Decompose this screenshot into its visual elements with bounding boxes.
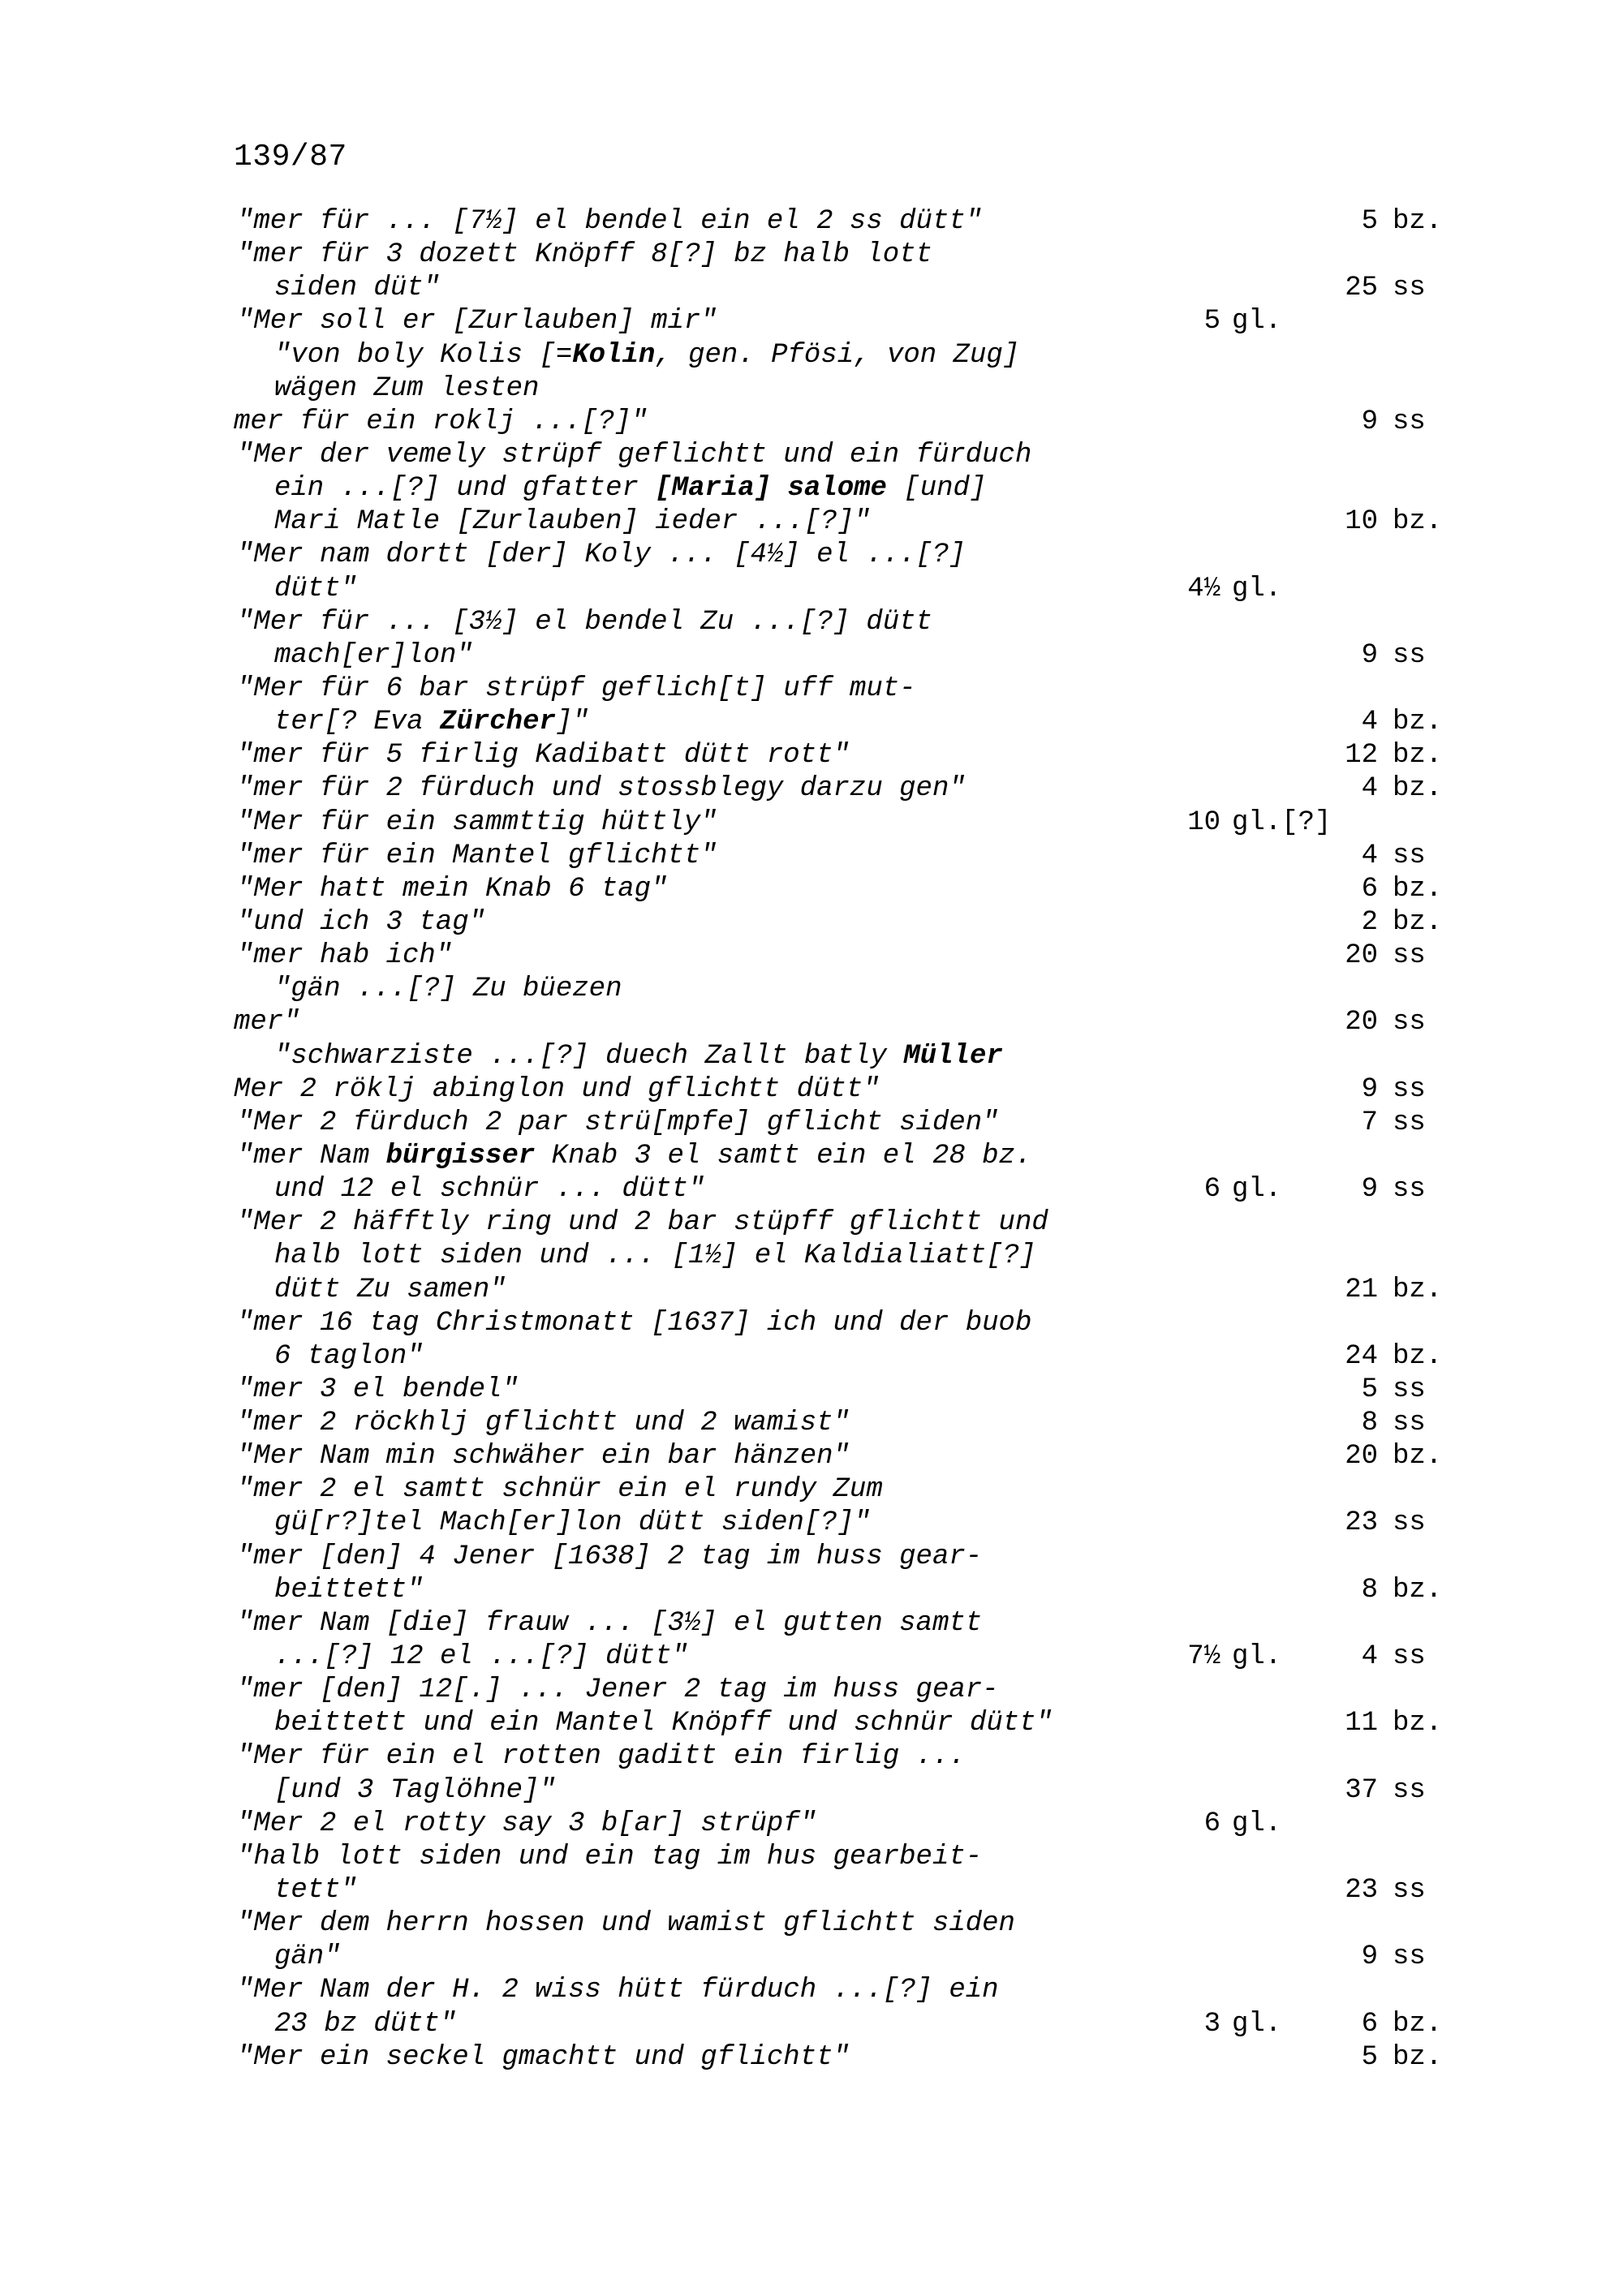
amount [1315,1507,1426,1540]
ledger-line [0,1574,1623,1607]
ledger-line [0,1407,1623,1440]
gulden-value: 5 [1203,306,1220,338]
amount-value: 23 [1345,1507,1378,1539]
gulden-value: 6 [1203,1808,1220,1839]
amount-unit: ss [1393,1374,1426,1405]
amount-unit: bz. [1393,1340,1443,1372]
ledger-line [0,939,1623,973]
entry-text: 23 bz dütt" [274,2008,457,2040]
entry-text: "Mer der vemely strüpf geflichtt und ein fürduch [237,439,1032,471]
entry-text: beittett" [274,1574,424,1606]
amount [1315,1407,1426,1440]
entry-text: "Mer nam dortt [der] Koly ... [4½] el ...[?] [237,540,966,571]
amount-unit: bz. [1393,707,1443,738]
amount-value: 25 [1345,273,1378,304]
gulden-amount [1162,573,1281,606]
ledger-line [0,472,1623,505]
entry-text: [und 3 Taglöhne]" [274,1774,556,1806]
amount-value: 6 [1361,2008,1378,2040]
gulden-amount [1162,1173,1281,1206]
ledger-line [0,1640,1623,1674]
ledger-line [0,1107,1623,1140]
ledger-line [0,772,1623,806]
entry-text: "Mer ein seckel gmachtt und gflichtt" [237,2041,850,2073]
gulden-unit: gl. [1232,1641,1282,1673]
ledger-line [0,539,1623,572]
ledger-line [0,673,1623,706]
ledger-line [0,1841,1623,1874]
amount [1315,1774,1426,1808]
amount-value: 2 [1361,906,1378,938]
entry-text: "Mer 2 fürduch 2 par strü[mpfe] gflicht siden" [237,1107,999,1138]
amount-value: 24 [1345,1340,1378,1372]
entry-text: "mer [den] 4 Jener [1638] 2 tag im huss gear- [237,1541,983,1572]
ledger-line [0,1907,1623,1941]
amount [1315,1374,1426,1407]
entry-text: "mer 2 röckhlj gflichtt und 2 wamist" [237,1408,850,1439]
ledger-line [0,505,1623,539]
ledger-entries [0,205,1623,2075]
amount-unit: bz. [1393,1708,1443,1739]
ledger-line [0,1808,1623,1841]
amount-unit: ss [1393,1408,1426,1439]
amount-unit: bz. [1393,2008,1443,2040]
entry-text: "Mer für ... [3½] el bendel Zu ...[?] dütt [237,606,932,638]
amount [1315,706,1442,739]
amount-value: 9 [1361,1174,1378,1206]
amount-value: 20 [1345,1007,1378,1038]
entry-text: "und ich 3 tag" [237,906,486,938]
entry-text: "mer Nam bürgisser Knab 3 el samtt ein el 28 bz. [237,1140,1032,1172]
ledger-line [0,406,1623,439]
amount-unit: ss [1393,639,1426,671]
amount [1315,1006,1426,1039]
entry-text: mer" [234,1007,300,1038]
entry-text: "schwarziste ...[?] duech Zallt batly Müller [274,1040,1003,1072]
amount [1315,272,1426,305]
entry-text: beittett und ein Mantel Knöpff und schnür dütt" [274,1708,1053,1739]
gulden-unit: gl. [1232,1808,1282,1839]
amount-unit: ss [1393,1007,1426,1038]
amount-unit: bz. [1393,740,1443,772]
entry-text: "mer 16 tag Christmonatt [1637] ich und der buob [237,1307,1032,1339]
gulden-amount [1162,1808,1281,1841]
gulden-value: 10 [1187,806,1220,838]
ledger-line [0,1541,1623,1574]
amount-value: 4 [1361,840,1378,871]
gulden-unit: gl.[?] [1232,806,1332,838]
entry-text: "halb lott siden und ein tag im hus gearbeit- [237,1841,983,1872]
amount-value: 9 [1361,1073,1378,1105]
ledger-line [0,1674,1623,1707]
entry-text: "Mer Nam der H. 2 wiss hütt fürduch ...[?] ein [237,1975,999,2006]
gulden-unit: gl. [1232,306,1282,338]
ledger-line [0,1240,1623,1273]
amount [1315,205,1442,239]
amount-unit: ss [1393,1107,1426,1138]
amount [1315,1640,1426,1674]
entry-text: tett" [274,1875,358,1907]
entry-text: "Mer hatt mein Knab 6 tag" [237,873,668,905]
amount [1315,873,1442,906]
amount [1315,2008,1442,2041]
ledger-line [0,305,1623,338]
entry-text: gän" [274,1941,341,1973]
entry-text: mach[er]lon" [274,639,473,671]
entry-text: "mer 3 el bendel" [237,1374,519,1405]
entry-text: gü[r?]tel Mach[er]lon dütt siden[?]" [274,1507,871,1539]
gulden-unit: gl. [1232,2008,1282,2040]
amount-unit: bz. [1393,906,1443,938]
entry-text: siden düt" [274,273,441,304]
ledger-line [0,1173,1623,1206]
amount-value: 5 [1361,2041,1378,2073]
ledger-line [0,1006,1623,1039]
entry-text: "mer für ein Mantel gflichtt" [237,840,717,871]
entry-text: ter[? Eva Zürcher]" [274,707,589,738]
ledger-line [0,1307,1623,1340]
amount-value: 10 [1345,506,1378,538]
ledger-line [0,1941,1623,1974]
amount-value: 9 [1361,1941,1378,1973]
ledger-line [0,1340,1623,1374]
ledger-line [0,639,1623,673]
amount-value: 5 [1361,206,1378,237]
amount [1315,639,1426,673]
entry-text: mer für ein roklj ...[?]" [234,406,648,437]
amount [1315,1274,1442,1307]
amount-unit: bz. [1393,773,1443,805]
ledger-line [0,1274,1623,1307]
amount [1315,1340,1442,1374]
amount-value: 23 [1345,1875,1378,1907]
amount-value: 6 [1361,873,1378,905]
entry-text: "mer 2 el samtt schnür ein el rundy Zum [237,1474,883,1506]
amount-value: 8 [1361,1574,1378,1606]
ledger-line [0,1440,1623,1473]
ledger-line [0,873,1623,906]
amount [1315,772,1442,806]
ledger-line [0,2008,1623,2041]
entry-text: "Mer soll er [Zurlauben] mir" [237,306,717,338]
amount-value: 7 [1361,1107,1378,1138]
entry-text: dütt Zu samen" [274,1274,506,1305]
amount [1315,1107,1426,1140]
ledger-line [0,906,1623,939]
ledger-line [0,606,1623,639]
ledger-line [0,372,1623,406]
ledger-line [0,840,1623,873]
entry-text: "mer für 5 firlig Kadibatt dütt rott" [237,740,850,772]
amount-unit: ss [1393,406,1426,437]
ledger-line [0,272,1623,305]
ledger-line [0,239,1623,272]
entry-text: "mer hab ich" [237,940,453,972]
amount-value: 37 [1345,1774,1378,1806]
entry-text: Mer 2 röklj abinglon und gflichtt dütt" [234,1073,880,1105]
ledger-line [0,806,1623,840]
ledger-line [0,1607,1623,1640]
amount-unit: bz. [1393,1274,1443,1305]
entry-text: "Mer 2 el rotty say 3 b[ar] strüpf" [237,1808,817,1839]
amount [1315,1874,1426,1907]
entry-text: wägen Zum lesten [274,372,540,404]
entry-text: "Mer Nam min schwäher ein bar hänzen" [237,1441,850,1473]
ledger-line [0,1374,1623,1407]
amount-unit: bz. [1393,2041,1443,2073]
ledger-line [0,1206,1623,1240]
entry-text: 6 taglon" [274,1340,424,1372]
gulden-unit: gl. [1232,1174,1282,1206]
ledger-line [0,339,1623,372]
amount [1315,1941,1426,1974]
entry-text: "mer für 3 dozett Knöpff 8[?] bz halb lott [237,239,932,271]
gulden-value: 3 [1203,2008,1220,2040]
ledger-line [0,739,1623,772]
ledger-line [0,1707,1623,1740]
ledger-line [0,205,1623,239]
amount-unit: ss [1393,1174,1426,1206]
amount-unit: bz. [1393,1441,1443,1473]
amount-value: 5 [1361,1374,1378,1405]
entry-text: "mer Nam [die] frauw ... [3½] el gutten samtt [237,1607,983,1639]
amount-value: 8 [1361,1408,1378,1439]
amount-value: 20 [1345,940,1378,972]
amount [1315,1574,1442,1607]
gulden-amount [1162,1640,1281,1674]
entry-text: dütt" [274,573,358,604]
gulden-amount [1162,2008,1281,2041]
amount [1315,1440,1442,1473]
amount-value: 20 [1345,1441,1378,1473]
ledger-line [0,706,1623,739]
ledger-line [0,573,1623,606]
entry-text: "mer für ... [7½] el bendel ein el 2 ss dütt" [237,206,983,237]
page-number: 139/87 [234,140,347,174]
gulden-value: 7½ [1187,1641,1220,1673]
amount-unit: bz. [1393,506,1443,538]
amount-unit: ss [1393,840,1426,871]
ledger-line [0,1473,1623,1507]
amount [1315,939,1426,973]
amount [1315,906,1442,939]
ledger-line [0,1140,1623,1173]
entry-text: ...[?] 12 el ...[?] dütt" [274,1641,689,1673]
amount-unit: bz. [1393,873,1443,905]
entry-text: "Mer für ein sammttig hüttly" [237,806,717,838]
amount-unit: ss [1393,1875,1426,1907]
amount [1315,1707,1442,1740]
entry-text: "Mer dem herrn hossen und wamist gflichtt siden [237,1908,1015,1940]
amount [1315,2041,1442,2075]
amount [1315,739,1442,772]
ledger-line [0,1073,1623,1107]
amount [1315,1073,1426,1107]
entry-text: ein ...[?] und gfatter [Maria] salome [und] [274,473,987,505]
entry-text: Mari Matle [Zurlauben] ieder ...[?]" [274,506,871,538]
amount-unit: ss [1393,1941,1426,1973]
ledger-line [0,1507,1623,1540]
entry-text: halb lott siden und ... [1½] el Kaldialiatt[?] [274,1240,1036,1272]
gulden-value: 4½ [1187,573,1220,604]
amount-value: 9 [1361,406,1378,437]
entry-text: und 12 el schnür ... dütt" [274,1174,705,1206]
ledger-line [0,1040,1623,1073]
amount-unit: bz. [1393,206,1443,237]
amount [1315,1173,1426,1206]
entry-text: "Mer für 6 bar strüpf geflich[t] uff mut- [237,673,916,704]
gulden-value: 6 [1203,1174,1220,1206]
entry-text: "Mer für ein el rotten gaditt ein firlig ... [237,1741,966,1773]
ledger-line [0,1774,1623,1808]
amount-value: 4 [1361,773,1378,805]
ledger-line [0,1740,1623,1774]
gulden-unit: gl. [1232,573,1282,604]
entry-text: "mer für 2 fürduch und stossblegy darzu gen" [237,773,966,805]
amount-unit: ss [1393,1507,1426,1539]
amount-unit: ss [1393,940,1426,972]
entry-text: "mer [den] 12[.] ... Jener 2 tag im huss gear- [237,1675,999,1706]
ledger-line [0,439,1623,472]
amount-value: 12 [1345,740,1378,772]
amount-value: 9 [1361,639,1378,671]
entry-text: "von boly Kolis [=Kolin, gen. Pfösi, von Zug] [274,339,1020,371]
entry-text: "Mer 2 häfftly ring und 2 bar stüpff gflichtt und [237,1207,1048,1239]
ledger-line [0,2041,1623,2075]
ledger-line [0,1974,1623,2007]
gulden-amount [1162,806,1331,840]
amount-unit: bz. [1393,1574,1443,1606]
amount [1315,840,1426,873]
amount-unit: ss [1393,273,1426,304]
amount [1315,406,1426,439]
amount-value: 4 [1361,1641,1378,1673]
amount-unit: ss [1393,1641,1426,1673]
amount [1315,505,1442,539]
ledger-line [0,973,1623,1006]
ledger-line [0,1874,1623,1907]
amount-value: 21 [1345,1274,1378,1305]
amount-unit: ss [1393,1073,1426,1105]
gulden-amount [1162,305,1281,338]
amount-value: 11 [1345,1708,1378,1739]
amount-unit: ss [1393,1774,1426,1806]
amount-value: 4 [1361,707,1378,738]
entry-text: "gän ...[?] Zu büezen [274,974,622,1005]
